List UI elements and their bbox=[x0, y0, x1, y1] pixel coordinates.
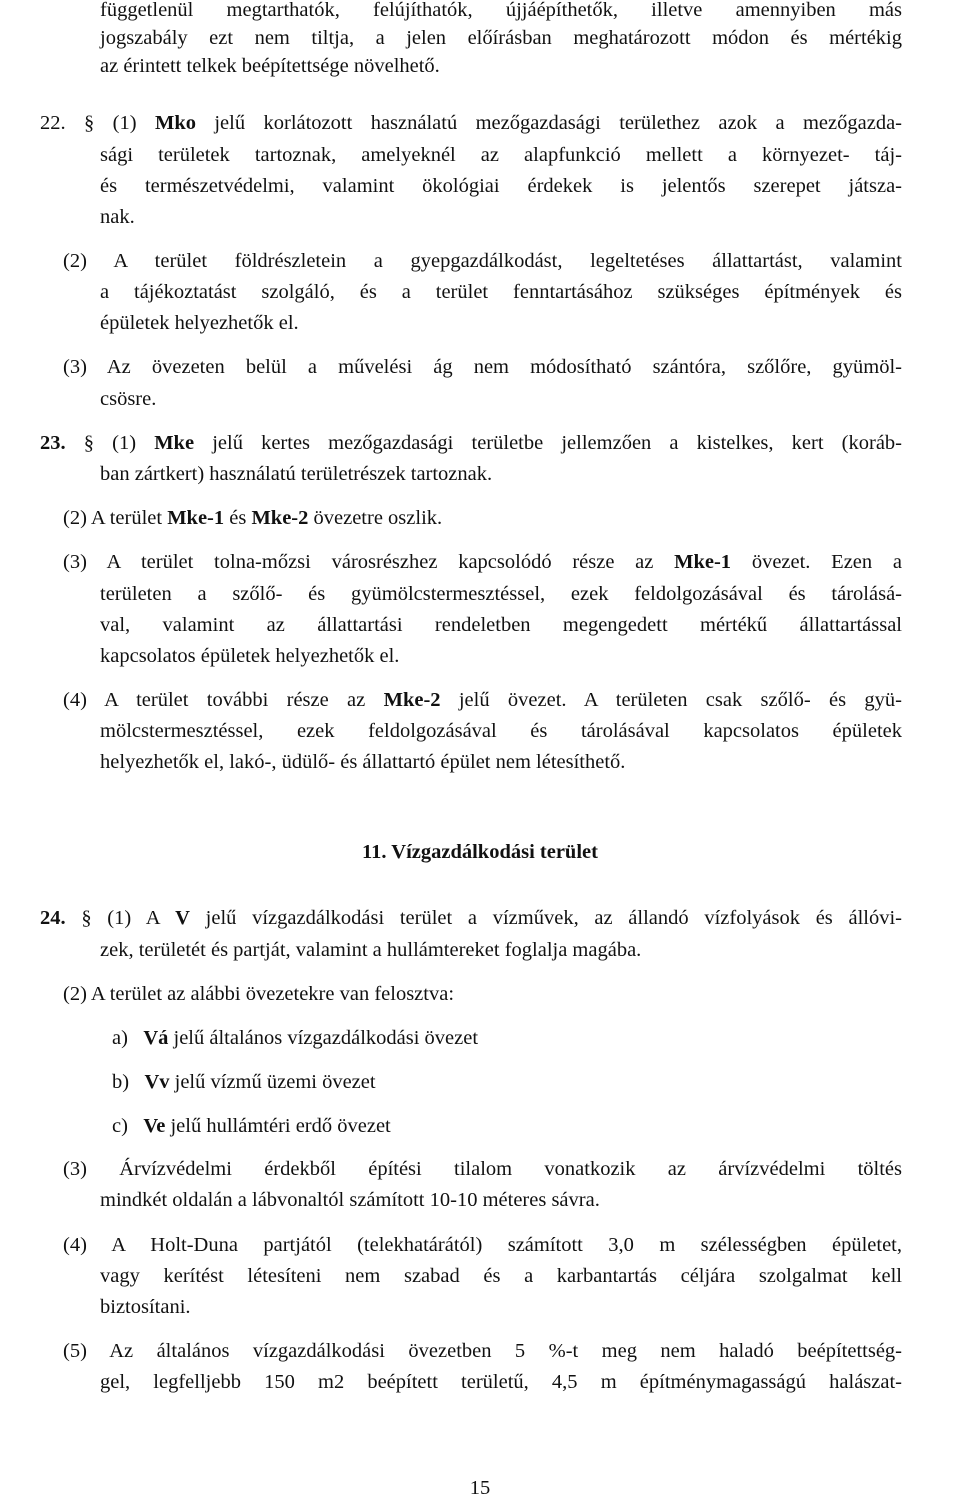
text-line: kapcsolatos épületek helyezhetők el. bbox=[100, 645, 400, 667]
paragraph-start: (2) A terület földrészletein a gyepgazdálkodást, legeltetéses állattartást, valamint bbox=[63, 250, 902, 272]
text-line: biztosítani. bbox=[100, 1296, 191, 1318]
text-line: az érintett telkek beépítettsége növelhető. bbox=[100, 55, 440, 77]
text-line: helyezhetők el, lakó-, üdülő- és állattartó épület nem létesíthető. bbox=[100, 751, 626, 773]
paragraph-start: (5) Az általános vízgazdálkodási övezetben 5 %-t meg nem haladó beépítettség- bbox=[63, 1340, 902, 1362]
paragraph-start: (3) Az övezeten belül a művelési ág nem módosítható szántóra, szőlőre, gyümöl- bbox=[63, 356, 902, 378]
text-line: függetlenül megtarthatók, felújíthatók, újjáépíthetők, illetve amennyiben más bbox=[100, 0, 902, 21]
paragraph-start: (4) A Holt-Duna partjától (telekhatárától) számított 3,0 m szélességben épületet, bbox=[63, 1234, 902, 1256]
list-item: a) Vá jelű általános vízgazdálkodási övezet bbox=[112, 1027, 479, 1049]
page-number: 15 bbox=[469, 1477, 491, 1499]
text-line: jogszabály ezt nem tiltja, a jelen előírásban meghatározott módon és mértékig bbox=[100, 27, 902, 49]
section-24-heading: 24. § (1) A V jelű vízgazdálkodási terület a vízművek, az állandó vízfolyások és állóvi- bbox=[40, 907, 902, 929]
paragraph-start: (2) A terület az alábbi övezetekre van felosztva: bbox=[63, 983, 455, 1005]
text-line: nak. bbox=[100, 206, 135, 228]
text-line: a tájékoztatást szolgáló, és a terület fenntartásához szükséges építmények és bbox=[100, 281, 902, 303]
paragraph-start: (3) Árvízvédelmi érdekből építési tilalom vonatkozik az árvízvédelmi töltés bbox=[63, 1158, 902, 1180]
list-item: b) Vv jelű vízmű üzemi övezet bbox=[112, 1071, 376, 1093]
text-line: épületek helyezhetők el. bbox=[100, 312, 299, 334]
section-title: 11. Vízgazdálkodási terület bbox=[362, 841, 598, 863]
text-line: és természetvédelmi, valamint ökológiai érdekek is jelentős szerepet játsza- bbox=[100, 175, 902, 197]
text-line: gel, legfelljebb 150 m2 beépített területű, 4,5 m építménymagasságú halászat- bbox=[100, 1371, 902, 1393]
text-line: csösre. bbox=[100, 388, 157, 410]
list-item: c) Ve jelű hullámtéri erdő övezet bbox=[112, 1115, 391, 1137]
paragraph-start: (2) A terület Mke-1 és Mke-2 övezetre oszlik. bbox=[63, 507, 443, 529]
text-line: területen a szőlő- és gyümölcstermesztéssel, ezek feldolgozásával és tárolásá- bbox=[100, 583, 902, 605]
text-line: mindkét oldalán a lábvonaltól számított 10-10 méteres sávra. bbox=[100, 1189, 600, 1211]
paragraph-start: (3) A terület tolna-mőzsi városrészhez kapcsolódó része az Mke-1 övezet. Ezen a bbox=[63, 551, 902, 573]
section-22-heading: 22. § (1) Mko jelű korlátozott használatú mezőgazdasági területhez azok a mezőgazda- bbox=[40, 112, 903, 134]
text-line: zek, területét és partját, valamint a hullámtereket foglalja magába. bbox=[100, 939, 642, 961]
section-23-heading: 23. § (1) Mke jelű kertes mezőgazdasági területbe jellemzően a kistelkes, kert (koráb- bbox=[40, 432, 903, 454]
text-line: vagy kerítést létesíteni nem szabad és a karbantartás céljára szolgalmat kell bbox=[100, 1265, 902, 1287]
text-line: sági területek tartoznak, amelyeknél az alapfunkció mellett a környezet- táj- bbox=[100, 144, 902, 166]
paragraph-start: (4) A terület további része az Mke-2 jelű övezet. A területen csak szőlő- és gyü- bbox=[63, 689, 902, 711]
text-line: ban zártkert) használatú területrészek tartoznak. bbox=[100, 463, 493, 485]
text-line: mölcstermesztéssel, ezek feldolgozásával és tárolásával kapcsolatos épületek bbox=[100, 720, 902, 742]
text-line: val, valamint az állattartási rendeletben megengedett mértékű állattartással bbox=[100, 614, 902, 636]
